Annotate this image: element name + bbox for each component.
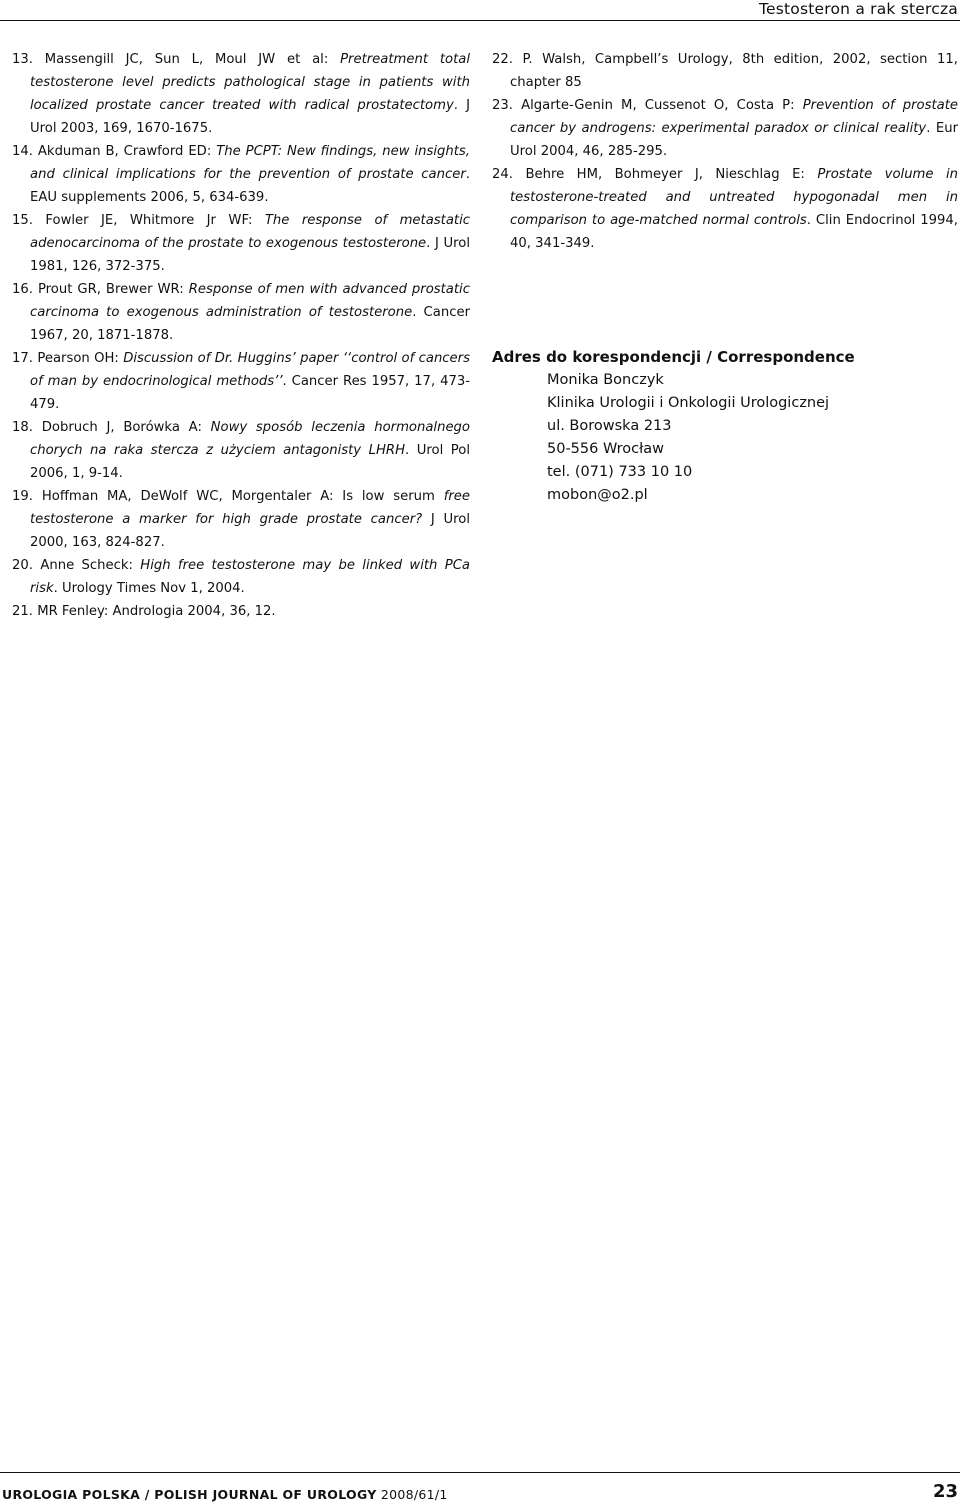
reference-number: 19. [12, 489, 33, 504]
reference-text: . Urology Times Nov 1, 2004. [53, 581, 245, 596]
journal-name [2, 1487, 448, 1502]
reference-text: Dobruch J, Borówka A: [41, 420, 211, 435]
correspondence-block [492, 348, 958, 507]
reference-text: Pearson OH: [37, 351, 124, 366]
reference-number: 22. [492, 52, 513, 67]
reference-text: . Cancer Res 1957, 17, 473-479. [30, 374, 470, 412]
reference-text: Behre HM, Bohmeyer J, Nieschlag E: [525, 167, 818, 182]
reference-text: . Cancer 1967, 20, 1871-1878. [30, 305, 470, 343]
references-right-column [492, 48, 958, 255]
references-left-column [12, 48, 470, 623]
reference-title: Prostate volume in testosterone-treated and untreated hypogonadal men in comparison to age-matched normal controls [510, 167, 958, 228]
correspondence-phone: tel. (071) 733 10 10 [547, 464, 693, 480]
correspondence-city: 50-556 Wrocław [547, 441, 665, 457]
reference-text: Hoffman MA, DeWolf WC, Morgentaler A: Is low serum [41, 489, 444, 504]
reference-text: . Urol Pol 2006, 1, 9-14. [30, 443, 470, 481]
running-head [0, 0, 960, 21]
correspondence-name: Monika Bonczyk [547, 372, 664, 388]
correspondence-institution: Klinika Urologii i Onkologii Urologicznej [547, 395, 830, 411]
reference-number: 21. [12, 604, 33, 619]
reference-text: . Clin Endocrinol 1994, 40, 341-349. [510, 213, 958, 251]
reference-item [12, 554, 470, 600]
reference-number: 24. [492, 167, 513, 182]
reference-number: 16. [12, 282, 33, 297]
reference-text: . J Urol 2003, 169, 1670-1675. [30, 98, 470, 136]
reference-text: . Eur Urol 2004, 46, 285-295. [510, 121, 958, 159]
reference-number: 23. [492, 98, 513, 113]
reference-title: Response of men with advanced prostatic carcinoma to exogenous administration of testosterone [30, 282, 470, 320]
reference-text: Anne Scheck: [40, 558, 141, 573]
correspondence-heading: Adres do korespondencji / Correspondence [492, 348, 855, 366]
reference-item [492, 48, 958, 94]
journal-issue: 2008/61/1 [380, 1487, 448, 1502]
reference-title: Nowy sposób leczenia hormonalnego chorych na raka stercza z użyciem antagonisty LHRH [30, 420, 471, 458]
reference-text: Algarte-Genin M, Cussenot O, Costa P: [521, 98, 803, 113]
reference-item [12, 48, 470, 140]
reference-number: 18. [12, 420, 33, 435]
reference-item [12, 209, 470, 278]
correspondence-street: ul. Borowska 213 [547, 418, 672, 434]
reference-text: Prout GR, Brewer WR: [37, 282, 189, 297]
reference-item [12, 347, 470, 416]
reference-text: . J Urol 1981, 126, 372-375. [30, 236, 470, 274]
reference-item [12, 485, 470, 554]
reference-number: 15. [12, 213, 33, 228]
page-footer [0, 1472, 960, 1506]
reference-text: Massengill JC, Sun L, Moul JW et al: [44, 52, 341, 67]
reference-text: . EAU supplements 2006, 5, 634-639. [30, 167, 470, 205]
reference-number: 14. [12, 144, 33, 159]
running-head-title: Testosteron a rak stercza [758, 0, 958, 18]
reference-item [12, 140, 470, 209]
reference-item [12, 600, 470, 623]
reference-title: The PCPT: New findings, new insights, and clinical implications for the prevention of prostate cancer [30, 144, 470, 182]
reference-item [492, 94, 958, 163]
reference-title: Prevention of prostate cancer by androgens: experimental paradox or clinical reality [510, 98, 958, 136]
page-number: 23 [932, 1481, 958, 1502]
reference-text: Fowler JE, Whitmore Jr WF: [45, 213, 265, 228]
reference-number: 20. [12, 558, 33, 573]
reference-title: Discussion of Dr. Huggins’ paper ‘‘control of cancers of man by endocrinological methods’’ [30, 351, 470, 389]
reference-text: Akduman B, Crawford ED: [37, 144, 217, 159]
journal-title: UROLOGIA POLSKA / POLISH JOURNAL OF UROLOGY [2, 1487, 377, 1502]
reference-title: The response of metastatic adenocarcinoma of the prostate to exogenous testosterone [30, 213, 470, 251]
reference-item [492, 163, 958, 255]
reference-text: MR Fenley: Andrologia 2004, 36, 12. [37, 604, 276, 619]
reference-title: Pretreatment total testosterone level predicts pathological stage in patients with localized prostate cancer treated with radical prostatectomy [30, 52, 470, 113]
reference-text: J Urol 2000, 163, 824-827. [30, 512, 470, 550]
reference-text: P. Walsh, Campbell’s Urology, 8th edition, 2002, section 11, chapter 85 [510, 52, 958, 90]
correspondence-address [547, 369, 958, 507]
reference-item [12, 416, 470, 485]
reference-title: High free testosterone may be linked with PCa risk [30, 558, 470, 596]
reference-item [12, 278, 470, 347]
correspondence-email[interactable]: mobon@o2.pl [547, 487, 648, 503]
reference-number: 17. [12, 351, 33, 366]
reference-title: free testosterone a marker for high grade prostate cancer? [30, 489, 470, 527]
reference-number: 13. [12, 52, 33, 67]
